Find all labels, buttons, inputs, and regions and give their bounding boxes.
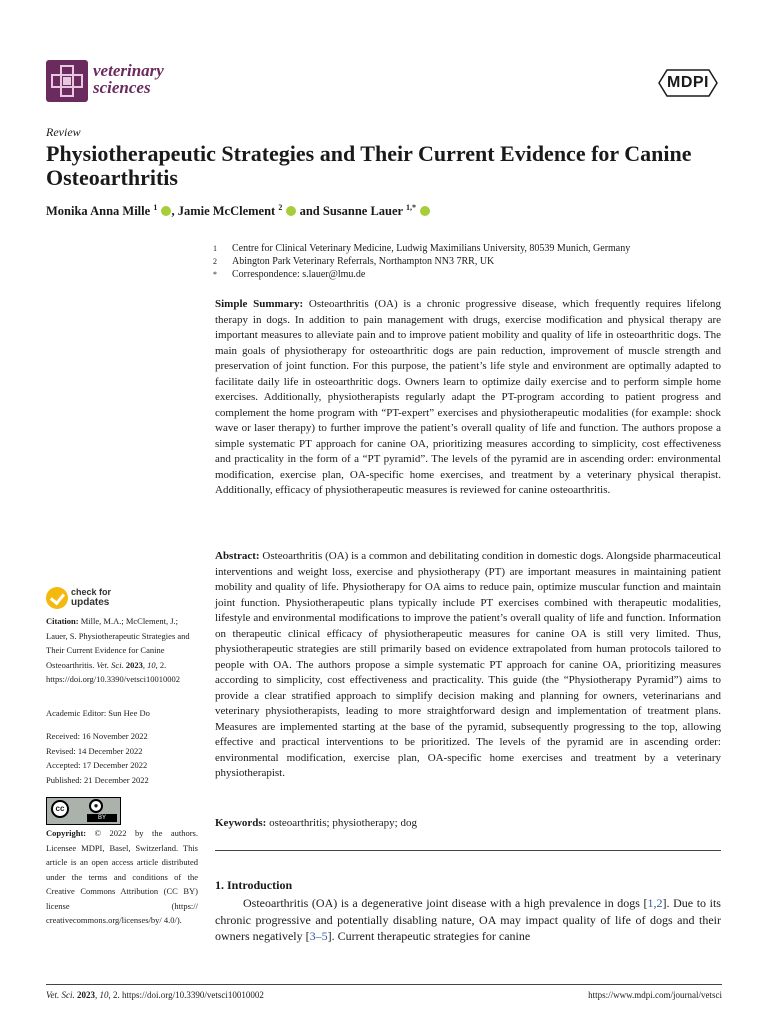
copyright <box>46 826 198 928</box>
keywords-text: osteoarthritis; physiotherapy; dog <box>266 817 417 829</box>
keywords <box>215 816 721 832</box>
author-name[interactable]: Monika Anna Mille <box>46 204 151 219</box>
correspondence-text[interactable]: Correspondence: s.lauer@lmu.de <box>232 269 366 280</box>
author-affiliation-mark: 2 <box>278 203 283 212</box>
article-type: Review <box>46 125 81 139</box>
published-date: Published: 21 December 2022 <box>46 774 149 785</box>
copyright-text: © 2022 by the authors. Licensee MDPI, Basel, Switzerland. This article is an open access article distributed under the terms and conditions of the Creative Commons Attribution (CC BY) license (https:// creativecommons.org/licenses/by/ 4.0/). <box>46 828 198 925</box>
reference-link[interactable]: 3–5 <box>309 929 328 943</box>
journal-name-line1: veterinary <box>93 61 164 80</box>
academic-editor: Academic Editor: Sun Hee Do <box>46 708 150 718</box>
footer-citation: Vet. Sci. 2023, 10, 2. https://doi.org/10.3390/vetsci10010002 <box>46 990 264 1000</box>
abstract <box>215 549 721 782</box>
check-label-line2: updates <box>71 597 110 608</box>
accepted-date: Accepted: 17 December 2022 <box>46 760 148 770</box>
keywords-label: Keywords: <box>215 817 267 829</box>
journal-logo-icon <box>46 60 88 102</box>
footer-journal-url[interactable]: https://www.mdpi.com/journal/vetsci <box>588 990 722 1000</box>
footer-divider <box>46 984 722 985</box>
author-name[interactable]: Jamie McClement <box>177 204 276 219</box>
affiliation-mark: * <box>213 270 217 279</box>
footer-doi-link[interactable]: , 2. https://doi.org/10.3390/vetsci10010002 <box>108 990 264 1000</box>
author-affiliation-mark: 1,* <box>406 203 417 212</box>
journal-name[interactable] <box>93 62 164 96</box>
orcid-icon[interactable] <box>286 206 296 216</box>
introduction-text: Osteoarthritis (OA) is a degenerative joint disease with a high prevalence in dogs [1,2]. Due to its chronic progressive and potentially disabling nature, OA may impact quality of life of dogs and their owners negatively [3–5]. Current therapeutic strategies for canine <box>215 896 721 943</box>
cc-icon: cc <box>51 800 69 818</box>
simple-summary <box>215 297 721 499</box>
reference-link[interactable]: 1,2 <box>647 896 663 910</box>
by-label: BY <box>87 814 117 822</box>
citation-label: Citation: <box>46 616 79 626</box>
affiliation-mark: 1 <box>213 244 217 253</box>
cc-by-license-badge[interactable] <box>46 797 121 825</box>
section-divider <box>215 850 721 851</box>
received-date: Received: 16 November 2022 <box>46 731 148 741</box>
simple-summary-text: Osteoarthritis (OA) is a chronic progressive disease, which frequently requires lifelong therapy in dogs. In addition to pain management with drugs, exercise modification and physical therapy are important measures to alleviate pain and to improve patient mobility and quality of life in osteoarthritic dogs. The main goals of physiotherapy for osteoarthritic dogs are pain reduction, improvement of muscle strength and preservation of joint function. For this purpose, the patient’s life style and environment are optimally adapted to facilitate daily life in osteoarthritic dogs. Owners learn to optimize daily exercise and to perform simple home exercises. Additionally, physiotherapists regularly adapt the PT-program according to patient progress and complement the home program with “PT-expert” exercises and physiotherapeutic modalities (for example: shock wave or laser therapy) to further improve the patient’s overall quality of life and function. The authors propose a simple systematic PT approach for canine OA, prioritizing measures according to simplicity, cost effectiveness and practicality in the form of a “PT pyramid”. The levels of the pyramid are in ascending order: environmental modification, exercise plan, OA-specific home exercises, and treatment by a veterinary physical therapist. Additionally, efficacy of physiotherapeutic measures is reviewed for canine osteoarthritis. <box>215 298 721 496</box>
abstract-text: Osteoarthritis (OA) is a common and debilitating condition in domestic dogs. Alongside pharmaceutical interventions and weight loss, exercise and physiotherapy (PT) are important measures in maintaining patient mobility and quality of life. Physiotherapy for OA aims to reduce pain, optimize muscular function and maintain joint function. Physiotherapeutic plans typically include PT exercises combined with therapeutic modalities, lifestyle and environmental modifications to improve the patient’s overall quality of life and function. Information on therapeutic clinical efficacy of physiotherapeutic measures for canine OA is still very limited. Thus, physiotherapeutic strategies are still primarily based on evidence extrapolated from human protocols tailored to people with OA. The authors propose a simple systematic PT approach for canine OA, prioritizing measures according to simplicity, cost effectiveness and practicality. This guide (the “Physiotherapy Pyramid”) aims to provide a clear stratified approach to simplify decision making and planning for owners, veterinarians and veterinary physiotherapists, leading to more straightforward design and implementation of treatment plans. Measures are implemented starting at the base of the pyramid, subsequently progressing to the top, allowing effective and practical interventions to be prioritized. The levels of the pyramid are in ascending order: environmental modification, exercise plan, OA-specific home exercises and treatment by a veterinary physiotherapist. <box>215 550 721 779</box>
journal-name-line2: sciences <box>93 78 151 97</box>
affiliation-text: Abington Park Veterinary Referrals, Northampton NN3 7RR, UK <box>232 256 495 267</box>
article-title: Physiotherapeutic Strategies and Their Current Evidence for Canine Osteoarthritis <box>46 141 692 190</box>
check-label-line1: check for <box>71 587 112 597</box>
copyright-label: Copyright: <box>46 828 87 838</box>
publisher-name: MDPI <box>667 74 709 91</box>
abstract-label: Abstract: <box>215 550 260 562</box>
section-heading: 1. Introduction <box>215 878 293 892</box>
orcid-icon[interactable] <box>420 206 430 216</box>
revised-date: Revised: 14 December 2022 <box>46 745 143 756</box>
orcid-icon[interactable] <box>161 206 171 216</box>
author-affiliation-mark: 1 <box>153 203 158 212</box>
affiliation-mark: 2 <box>213 257 217 266</box>
person-icon: ● <box>89 799 103 813</box>
article-dates <box>46 729 198 787</box>
publisher-logo[interactable] <box>655 68 721 98</box>
author-name[interactable]: Susanne Lauer <box>322 204 403 219</box>
author-list: Monika Anna Mille $^1$ , Jamie McClement $^2$ and Susanne Lauer $^{1,*}$ <box>46 203 430 219</box>
affiliation-text: Centre for Clinical Veterinary Medicine, Ludwig Maximilians University, 80539 Munich, Germany <box>232 243 631 254</box>
citation: Citation: Mille, M.A.; McClement, J.; Lauer, S. Physiotherapeutic Strategies and Their Current Evidence for Canine Osteoarthritis. Vet. Sci. 2023, 10, 2. https://doi.org/10.3390/vetsci10010002 <box>46 616 190 684</box>
check-icon <box>46 587 68 609</box>
simple-summary-label: Simple Summary: <box>215 298 304 310</box>
citation-doi[interactable]: , 2. https://doi.org/10.3390/vetsci10010002 <box>46 659 180 684</box>
